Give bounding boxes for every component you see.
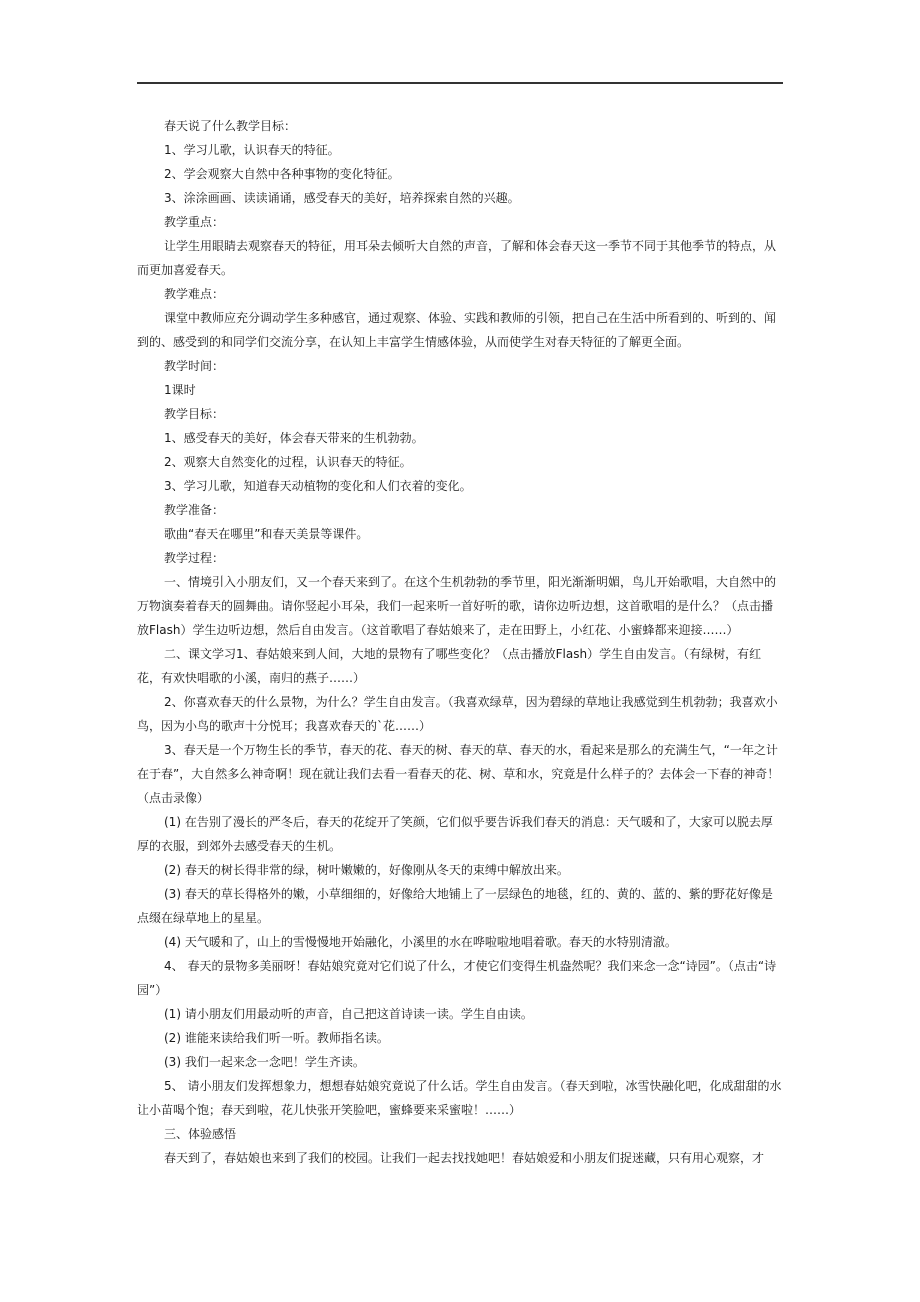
paragraph: 一、情境引入小朋友们，又一个春天来到了。在这个生机勃勃的季节里，阳光渐渐明媚，鸟儿开始歌唱，大自然中的万物演奏着春天的圆舞曲。请你竖起小耳朵，我们一起来听一首好听的歌，请你边听边想，这首歌唱的是什么？（点击播放Flash）学生边听边想，然后自由发言。（这首歌唱了春姑娘来了，走在田野上，小红花、小蜜蜂都来迎接……）: [137, 575, 777, 637]
list-item: (2) 春天的树长得非常的绿，树叶嫩嫩的，好像刚从冬天的束缚中解放出来。: [164, 863, 569, 877]
list-item: (4) 天气暖和了，山上的雪慢慢地开始融化，小溪里的水在哗啦啦地唱着歌。春天的水特别清澈。: [164, 935, 677, 949]
list-item: (1) 请小朋友们用最动听的声音，自己把这首诗读一读。学生自由读。: [164, 1007, 533, 1021]
goal-1: 1、学习儿歌，认识春天的特征。: [164, 143, 340, 157]
section-heading: 教学难点：: [164, 287, 225, 301]
list-item: 1、感受春天的美好，体会春天带来的生机勃勃。: [164, 431, 424, 445]
section-heading: 三、体验感悟: [164, 1127, 237, 1141]
section-heading: 教学目标：: [164, 407, 225, 421]
list-item: 3、学习儿歌，知道春天动植物的变化和人们衣着的变化。: [164, 479, 472, 493]
paragraph: 二、课文学习1、春姑娘来到人间，大地的景物有了哪些变化？（点击播放Flash）学生自由发言。（有绿树，有红花，有欢快唱歌的小溪，南归的燕子……）: [137, 647, 762, 685]
document-body: [137, 114, 783, 1170]
paragraph: 1课时: [164, 383, 196, 397]
section-heading: 教学时间：: [164, 359, 225, 373]
header-rule: [137, 82, 783, 84]
paragraph: 5、 请小朋友们发挥想象力，想想春姑娘究竟说了什么话。学生自由发言。（春天到啦，冰雪快融化吧，化成甜甜的水让小苗喝个饱；春天到啦，花儿快张开笑脸吧，蜜蜂要来采蜜啦！……）: [137, 1079, 782, 1117]
section-heading: 教学重点：: [164, 215, 225, 229]
section-heading: 教学准备：: [164, 503, 225, 517]
paragraph: 3、春天是一个万物生长的季节，春天的花、春天的树、春天的草、春天的水，看起来是那么的充满生气，“一年之计在于春”，大自然多么神奇啊！现在就让我们去看一看春天的花、树、草和水，究竟是什么样子的？去体会一下春的神奇！（点击录像）: [137, 743, 780, 805]
list-item: (3) 我们一起来念一念吧！学生齐读。: [164, 1055, 365, 1069]
list-item: (3) 春天的草长得格外的嫩，小草细细的，好像给大地铺上了一层绿色的地毯，红的、黄的、蓝的、紫的野花好像是点缀在绿草地上的星星。: [137, 887, 773, 925]
paragraph: 4、 春天的景物多美丽呀！春姑娘究竟对它们说了什么，才使它们变得生机盎然呢？我们来念一念“诗园”。（点击“诗园”）: [137, 959, 777, 997]
paragraph: 2、你喜欢春天的什么景物，为什么？学生自由发言。（我喜欢绿草，因为碧绿的草地让我感觉到生机勃勃；我喜欢小鸟，因为小鸟的歌声十分悦耳；我喜欢春天的`花……）: [137, 695, 778, 733]
doc-title: 春天说了什么教学目标：: [164, 119, 297, 133]
list-item: 2、观察大自然变化的过程，认识春天的特征。: [164, 455, 412, 469]
section-heading: 教学过程：: [164, 551, 225, 565]
goal-3: 3、涂涂画画、读读诵诵，感受春天的美好，培养探索自然的兴趣。: [164, 191, 520, 205]
paragraph: 歌曲“春天在哪里”和春天美景等课件。: [164, 527, 369, 541]
list-item: (2) 谁能来读给我们听一听。教师指名读。: [164, 1031, 389, 1045]
list-item: (1) 在告别了漫长的严冬后，春天的花绽开了笑颜，它们似乎要告诉我们春天的消息：天气暖和了，大家可以脱去厚厚的衣服，到郊外去感受春天的生机。: [137, 815, 773, 853]
paragraph: 课堂中教师应充分调动学生多种感官，通过观察、体验、实践和教师的引领，把自己在生活中所看到的、听到的、闻到的、感受到的和同学们交流分享，在认知上丰富学生情感体验，从而使学生对春天特征的了解更全面。: [137, 311, 777, 349]
goal-2: 2、学会观察大自然中各种事物的变化特征。: [164, 167, 400, 181]
paragraph: 春天到了，春姑娘也来到了我们的校园。让我们一起去找找她吧！春姑娘爱和小朋友们捉迷藏，只有用心观察，才: [164, 1151, 765, 1165]
paragraph: 让学生用眼睛去观察春天的特征，用耳朵去倾听大自然的声音，了解和体会春天这一季节不同于其他季节的特点，从而更加喜爱春天。: [137, 239, 777, 277]
